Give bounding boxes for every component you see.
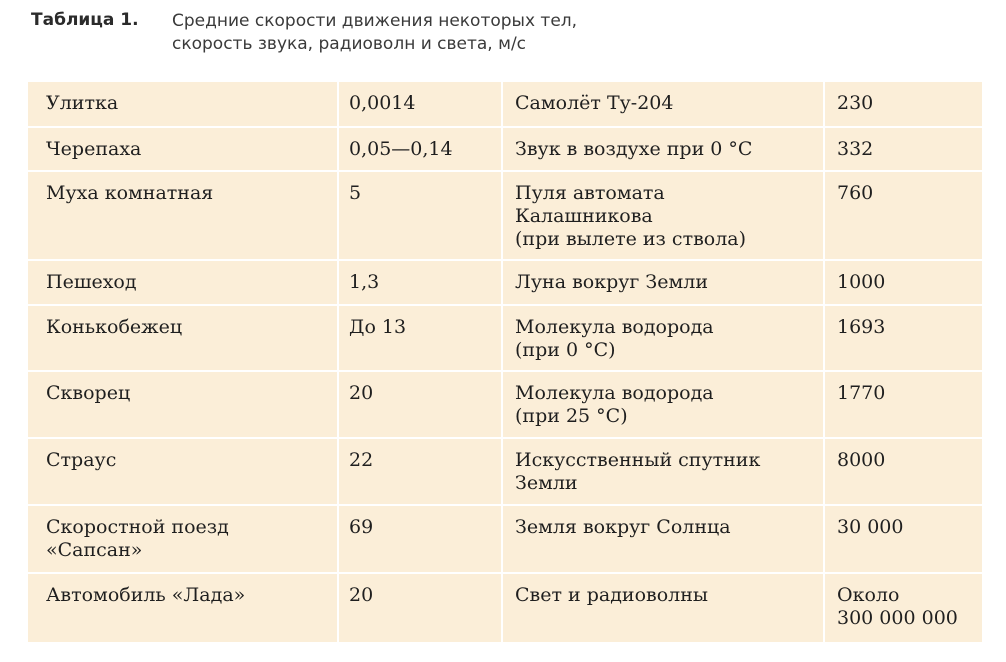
table-number: Таблица 1.: [31, 10, 139, 30]
body-name-cell: Муха комнатная: [28, 171, 338, 260]
body-speed-cell: До 13: [338, 305, 502, 371]
body-speed-cell: 22: [338, 438, 502, 505]
body-name-cell: Конькобежец: [28, 305, 338, 371]
table-row: [28, 371, 982, 438]
table-row: [28, 305, 982, 371]
body-name-cell: Земля вокруг Солнца: [502, 505, 824, 573]
body-name-cell: Звук в воздухе при 0 °С: [502, 127, 824, 171]
body-name-cell: Молекула водорода (при 25 °С): [502, 371, 824, 438]
table-row: [28, 505, 982, 573]
body-speed-cell: 1000: [824, 260, 982, 305]
table-row: [28, 260, 982, 305]
body-speed-cell: 760: [824, 171, 982, 260]
table-row: [28, 171, 982, 260]
body-name-cell: Автомобиль «Лада»: [28, 573, 338, 642]
table-title-line-1: Средние скорости движения некоторых тел,: [172, 11, 578, 31]
body-name-cell: Черепаха: [28, 127, 338, 171]
body-name-cell: Самолёт Ту-204: [502, 82, 824, 127]
body-name-cell: Страус: [28, 438, 338, 505]
body-name-cell: Скоростной поезд «Сапсан»: [28, 505, 338, 573]
body-speed-cell: 69: [338, 505, 502, 573]
body-speed-cell: 0,0014: [338, 82, 502, 127]
table-row: [28, 127, 982, 171]
body-name-cell: Улитка: [28, 82, 338, 127]
body-name-cell: Свет и радиоволны: [502, 573, 824, 642]
body-speed-cell: 332: [824, 127, 982, 171]
body-name-cell: Скворец: [28, 371, 338, 438]
body-speed-cell: 230: [824, 82, 982, 127]
body-speed-cell: 1693: [824, 305, 982, 371]
body-speed-cell: 0,05—0,14: [338, 127, 502, 171]
body-speed-cell: 1770: [824, 371, 982, 438]
body-name-cell: Пешеход: [28, 260, 338, 305]
body-speed-cell: 20: [338, 573, 502, 642]
body-speed-cell: 1,3: [338, 260, 502, 305]
table-row: [28, 82, 982, 127]
speed-table: [28, 82, 982, 642]
body-name-cell: Искусственный спутник Земли: [502, 438, 824, 505]
body-name-cell: Молекула водорода (при 0 °С): [502, 305, 824, 371]
table-title: [172, 10, 732, 56]
body-speed-cell: 20: [338, 371, 502, 438]
body-name-cell: Луна вокруг Земли: [502, 260, 824, 305]
table-title-line-2: скорость звука, радиоволн и света, м/с: [172, 34, 527, 54]
table-row: [28, 573, 982, 642]
body-speed-cell: 30 000: [824, 505, 982, 573]
body-speed-cell: 8000: [824, 438, 982, 505]
body-name-cell: Пуля автомата Калашникова (при вылете из ствола): [502, 171, 824, 260]
body-speed-cell: 5: [338, 171, 502, 260]
table-row: [28, 438, 982, 505]
body-speed-cell: Около 300 000 000: [837, 584, 958, 629]
